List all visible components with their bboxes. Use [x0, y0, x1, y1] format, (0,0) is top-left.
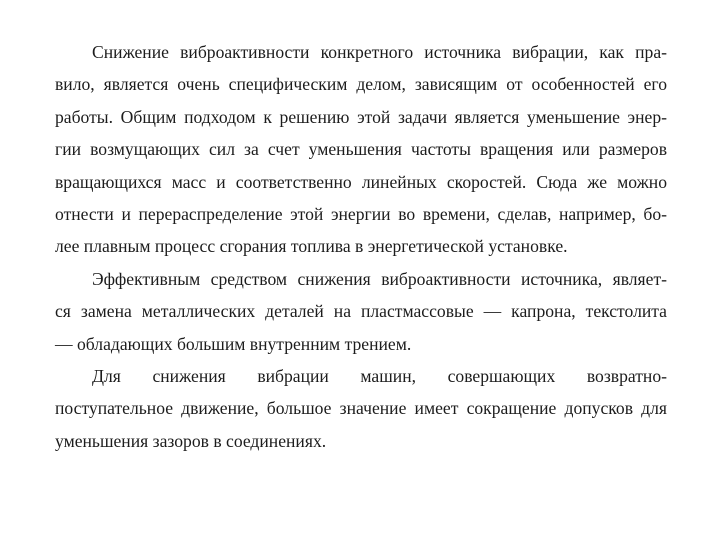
text-line: уменьшения зазоров в соединениях.: [55, 430, 327, 451]
body-text: [55, 36, 667, 457]
text-line: отнести и перераспределение этой энергии во времени, сделав, например, бо-: [55, 203, 667, 224]
text-line: работы. Общим подходом к решению этой задачи является уменьшение энер-: [55, 106, 667, 127]
paragraph-vibroactivity-reduction: [55, 36, 667, 263]
text-line: — обладающих большим внутренним трением.: [55, 333, 412, 354]
paragraph-plastic-parts: [55, 263, 667, 360]
text-line: ся замена металлических деталей на пластмассовые — капрона, текстолита: [55, 301, 667, 322]
text-line: Эффективным средством снижения виброактивности источника, являет-: [92, 268, 667, 289]
text-line: лее плавным процесс сгорания топлива в энергетической установке.: [55, 236, 568, 257]
text-line: Снижение виброактивности конкретного источника вибрации, как пра-: [92, 42, 667, 62]
paragraph-reciprocating-machines: [55, 360, 667, 457]
text-line: поступательное движение, большое значение имеет сокращение допусков для: [55, 398, 667, 419]
text-line: вило, является очень специфическим делом, зависящим от особенностей его: [55, 74, 667, 95]
text-line: гии возмущающих сил за счет уменьшения частоты вращения или размеров: [55, 139, 667, 160]
text-line: Для снижения вибрации машин, совершающих возвратно-: [92, 365, 667, 386]
text-line: вращающихся масс и соответственно линейных скоростей. Сюда же можно: [55, 171, 667, 192]
